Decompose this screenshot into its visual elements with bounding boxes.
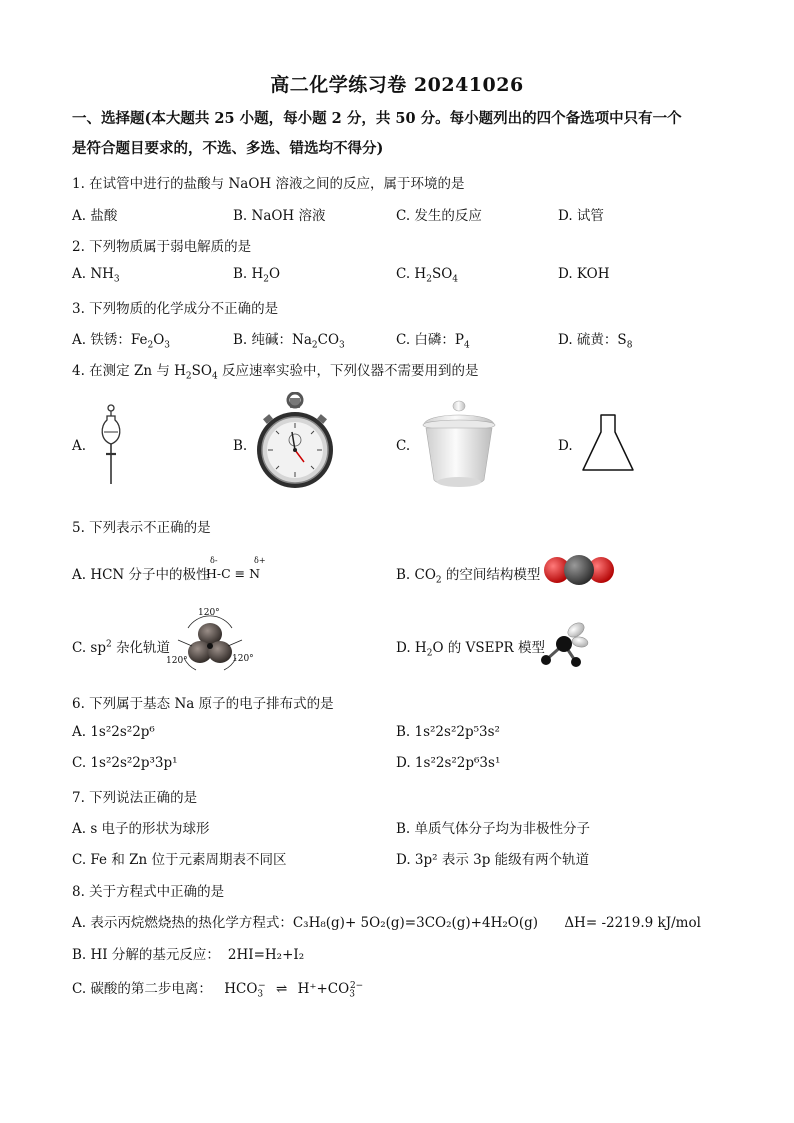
- question-2-option-c[interactable]: C. $H_2SO_4$: [396, 266, 459, 285]
- question-3-option-c[interactable]: C. 白磷：$P_4$: [396, 332, 470, 351]
- question-4-stem: 4. 在测定 Zn 与 $H_2SO_4$ 反应速率实验中，下列仪器不需要用到的是: [72, 363, 479, 382]
- section-heading-line2: 是符合题目要求的，不选、多选、错选均不得分): [72, 140, 384, 157]
- question-4-option-c[interactable]: C.: [396, 438, 411, 454]
- question-7-stem: 7. 下列说法正确的是: [72, 790, 198, 806]
- question-1-option-d[interactable]: D. 试管: [558, 208, 604, 224]
- question-3-stem: 3. 下列物质的化学成分不正确的是: [72, 301, 279, 317]
- question-4-option-d[interactable]: D.: [558, 438, 573, 454]
- sp2-angle-right-label: 120°: [232, 654, 254, 664]
- question-8-stem: 8. 关于方程式中正确的是: [72, 884, 225, 900]
- question-5-option-c[interactable]: C. $sp^2$ 杂化轨道: [72, 639, 171, 656]
- question-6-option-c[interactable]: C. 1s²2s²2p³3p¹: [72, 755, 178, 771]
- sp2-angle-top-label: 120°: [198, 608, 220, 618]
- question-6-option-a[interactable]: A. 1s²2s²2p⁶: [72, 724, 155, 740]
- question-6-option-b[interactable]: B. 1s²2s²2p⁵3s²: [396, 724, 500, 740]
- question-3-option-a[interactable]: A. 铁锈：$Fe_2O_3$: [72, 332, 170, 351]
- question-7-option-a[interactable]: A. s 电子的形状为球形: [72, 821, 210, 837]
- question-5-option-b[interactable]: B. $CO_2$ 的空间结构模型: [396, 567, 541, 586]
- question-1-option-a[interactable]: A. 盐酸: [72, 208, 118, 224]
- question-2-option-b[interactable]: B. $H_2O$: [233, 266, 281, 285]
- question-5-option-a[interactable]: A. HCN 分子中的极性: [72, 567, 210, 583]
- question-8-option-a[interactable]: A. 表示丙烷燃烧热的热化学方程式：C₃H₈(g)+ 5O₂(g)=3CO₂(g)+4H₂O(g) ΔH= -2219.9 kJ/mol: [72, 915, 701, 931]
- erlenmeyer-flask-icon: [580, 412, 636, 474]
- question-5-option-d[interactable]: D. $H_2O$ 的 VSEPR 模型: [396, 640, 545, 659]
- question-1-option-b[interactable]: B. NaOH 溶液: [233, 208, 326, 224]
- sp2-angle-left-label: 120°: [166, 656, 188, 666]
- question-7-option-d[interactable]: D. 3p² 表示 3p 能级有两个轨道: [396, 852, 590, 868]
- question-8-option-b[interactable]: B. HI 分解的基元反应： 2HI=H₂+I₂: [72, 947, 305, 963]
- separatory-funnel-icon: [96, 402, 126, 488]
- question-7-option-b[interactable]: B. 单质气体分子均为非极性分子: [396, 821, 591, 837]
- question-2-stem: 2. 下列物质属于弱电解质的是: [72, 239, 252, 255]
- question-7-option-c[interactable]: C. Fe 和 Zn 位于元素周期表不同区: [72, 852, 287, 868]
- question-5-stem: 5. 下列表示不正确的是: [72, 520, 211, 536]
- section-heading-line1: 一、选择题(本大题共 25 小题，每小题 2 分，共 50 分。每小题列出的四个备选项中只有一个: [72, 110, 682, 127]
- question-3-option-d[interactable]: D. 硫黄：$S_8$: [558, 332, 633, 351]
- question-1-stem: 1. 在试管中进行的盐酸与 NaOH 溶液之间的反应，属于环境的是: [72, 176, 465, 192]
- question-2-option-a[interactable]: A. $NH_3$: [72, 266, 120, 285]
- question-1-option-c[interactable]: C. 发生的反应: [396, 208, 482, 224]
- question-6-stem: 6. 下列属于基态 Na 原子的电子排布式的是: [72, 696, 334, 712]
- question-4-option-b[interactable]: B.: [233, 438, 248, 454]
- hcn-polarity-formula: δ- δ+ H-C ≡ N: [206, 556, 266, 581]
- question-2-option-d[interactable]: D. KOH: [558, 266, 610, 282]
- page-title: 高二化学练习卷 20241026: [270, 74, 524, 96]
- question-6-option-d[interactable]: D. 1s²2s²2p⁶3s¹: [396, 755, 501, 771]
- question-4-option-a[interactable]: A.: [72, 438, 87, 454]
- crucible-with-lid-icon: [418, 398, 500, 494]
- co2-space-filling-model-icon: [543, 554, 615, 586]
- question-8-option-c[interactable]: C. 碳酸的第二步电离： $HCO_3^-$ ⇌ $H^++CO_3^{2-}$: [72, 980, 364, 1000]
- water-vsepr-model-icon: [536, 618, 590, 670]
- stopwatch-icon: [252, 392, 338, 492]
- sp2-orbital-diagram: [162, 608, 258, 674]
- question-3-option-b[interactable]: B. 纯碱：$Na_2CO_3$: [233, 332, 345, 351]
